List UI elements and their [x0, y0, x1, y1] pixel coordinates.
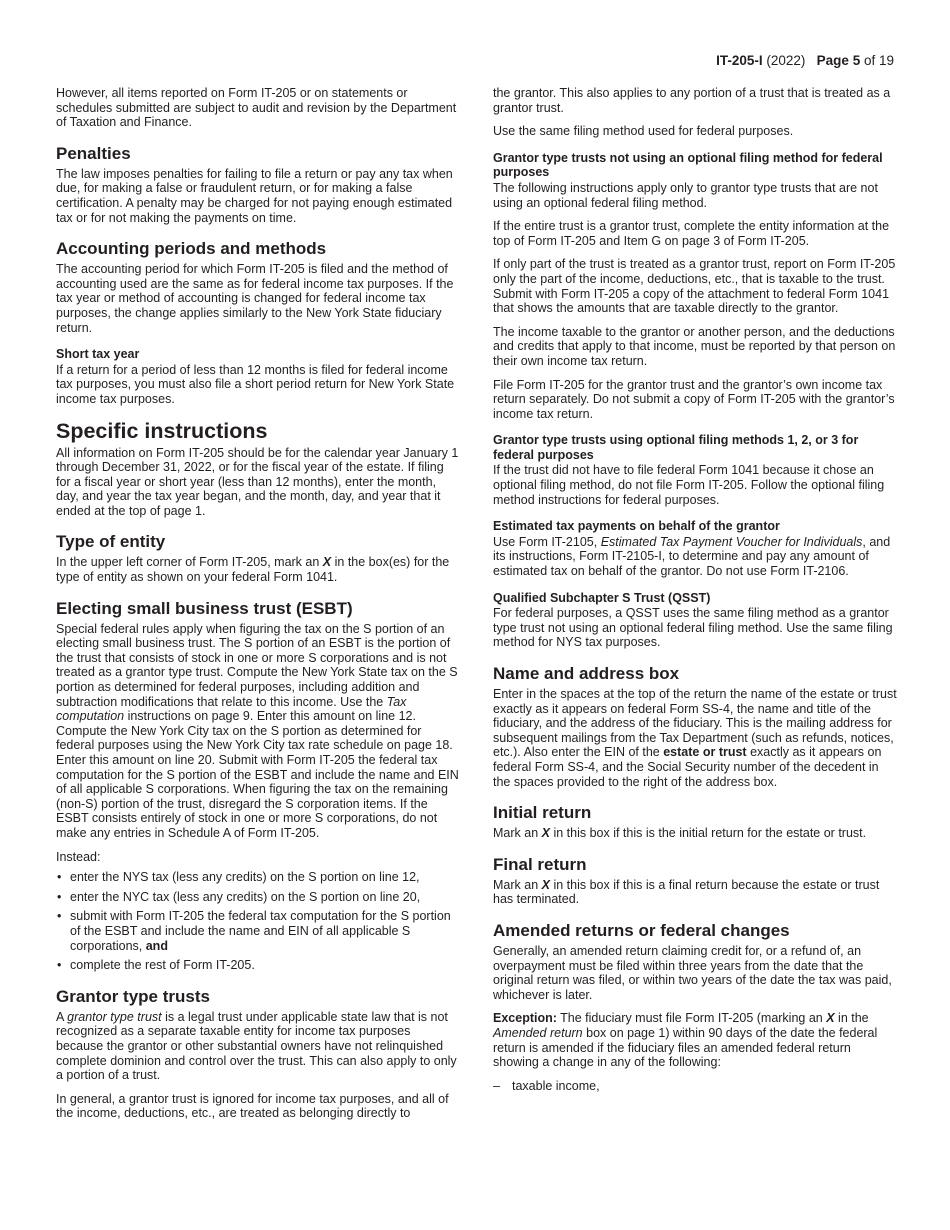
continued-paragraph: the grantor. This also applies to any portion of a trust that is treated as a grantor trust. — [493, 86, 891, 115]
not-optional-paragraph-1: The following instructions apply only to grantor type trusts that are not using an optional federal filing method. — [493, 180, 878, 210]
short-tax-year-heading: Short tax year — [56, 347, 140, 362]
estimated-tax-paragraph: Use Form IT-2105, Estimated Tax Payment Voucher for Individuals, and its instructions, Form IT-2105-I, to determine and pay any amount of estimated tax on behalf of the grantor. Do not use Form IT-2106. — [493, 534, 891, 579]
grantor-trusts-paragraph: A grantor type trust is a legal trust under applicable state law that is not recognized as a separate taxable entity for income tax purposes because the grantor or other substantial owners have not relinquished complete dominion and control over the trust. This can also apply to only a portion of a trust. — [56, 1009, 457, 1083]
esbt-paragraph: Special federal rules apply when figuring the tax on the S portion of an electing small business trust. The S portion of an ESBT is the portion of the trust that consists of stock in one or more S corporations and is not treated as a grantor type trust. Compute the New York State tax on the S portion as determined for federal purposes, including addition and subtraction modifications that relate to this income. Use the Tax computation instructions on page 9. Enter this amount on line 12. Compute the New York City tax on the S portion as determined for federal purposes using the New York City tax rate schedule on page 18. Enter this amount on line 20. Submit with Form IT-205 the federal tax computation for the S portion of the ESBT and include the name and EIN of all applicable S corporations. When figuring the tax on the remaining (non-S) portion of the trust, disregard the S corporation items. If the ESBT consists entirely of stock in one or more S corporations, do not make any entries in Schedule A of Form IT-205. — [56, 621, 459, 840]
initial-return-paragraph: Mark an X in this box if this is the initial return for the estate or trust. — [493, 826, 867, 841]
page-label: Page 5 — [816, 53, 861, 68]
left-column — [56, 86, 461, 1130]
amended-returns-paragraph: Generally, an amended return claiming credit for, or a refund of, an overpayment must be filed within three years from the date that the original return was filed, or within two years of the date the tax was paid, whichever is later. — [493, 943, 892, 1002]
right-column — [493, 86, 898, 1093]
x-mark: X — [322, 555, 332, 570]
qsst-paragraph: For federal purposes, a QSST uses the same filing method as a grantor type trust not using an optional federal filing method. Use the same filing method for NYS tax purposes. — [493, 606, 893, 650]
not-optional-paragraph-3: If only part of the trust is treated as a grantor trust, report on Form IT-205 only the part of the income, deductions, etc., that is taxable to the trust. Submit with Form IT-205 a copy of the attachment to federal Form 1041 that shows the amounts that are taxable directly to the grantor. — [493, 257, 896, 316]
specific-instructions-heading: Specific instructions — [56, 418, 268, 443]
name-address-heading: Name and address box — [493, 664, 680, 683]
grantor-trusts-paragraph-2: In general, a grantor trust is ignored for income tax purposes, and all of the income, deductions, etc., are treated as belonging directly to — [56, 1091, 449, 1121]
not-optional-paragraph-5: File Form IT-205 for the grantor trust and the grantor’s own income tax return separately. Do not submit a copy of Form IT-205 with the grantor’s income tax return. — [493, 377, 895, 421]
page-header — [716, 53, 894, 68]
name-address-paragraph: Enter in the spaces at the top of the return the name of the estate or trust exactly as it appears on federal Form SS-4, the name and title of the fiduciary, and the address of the fiduciary. This is the mailing address for subsequent mailings from the Tax Department (such as refunds, notices, etc.). Also enter the EIN of the estate or trust exactly as it appears on federal Form SS-4, and the Social Security number of the decedent in the spaces provided to the right of the address box. — [493, 687, 897, 789]
short-tax-year-paragraph: If a return for a period of less than 12 months is filed for federal income tax purposes, you must also file a short period return for New York State income tax purposes. — [56, 362, 455, 406]
not-optional-paragraph-2: If the entire trust is a grantor trust, complete the entity information at the top of Form IT-205 and Item G on page 3 of Form IT-205. — [493, 219, 890, 248]
x-mark: X — [541, 877, 550, 892]
optional-methods-paragraph: If the trust did not have to file federal Form 1041 because it chose an optional filing method, do not file Form IT-205. Follow the optional filing method instructions for federal purposes. — [493, 463, 885, 507]
list-item: • submit with Form IT-205 the federal tax computation for the S portion of the ESBT and include the name and EIN of all applicable S corporations, and — [56, 909, 461, 953]
list-item: • enter the NYS tax (less any credits) on the S portion on line 12, — [56, 870, 461, 885]
instead-label: Instead: — [56, 849, 101, 864]
specific-instructions-paragraph: All information on Form IT-205 should be for the calendar year January 1 through December 31, 2022, or for the fiscal year of the estate. If filing for a fiscal year or short year (less than 12 months), enter the month, day, and year the tax year began, and the month, day, and year that it ended at the top of page 1. — [56, 445, 459, 518]
final-return-paragraph: Mark an X in this box if this is a final return because the estate or trust has terminated. — [493, 877, 880, 907]
esbt-heading: Electing small business trust (ESBT) — [56, 598, 353, 618]
form-number: IT-205-I — [716, 53, 763, 68]
estimated-tax-heading: Estimated tax payments on behalf of the grantor — [493, 519, 780, 534]
qsst-heading: Qualified Subchapter S Trust (QSST) — [493, 590, 711, 605]
final-return-heading: Final return — [493, 854, 587, 874]
same-method-paragraph: Use the same filing method used for federal purposes. — [493, 124, 794, 139]
list-item: • complete the rest of Form IT-205. — [56, 958, 461, 973]
intro-paragraph: However, all items reported on Form IT-205 or on statements or schedules submitted are subject to audit and revision by the Department of Taxation and Finance. — [56, 86, 457, 130]
grantor-trusts-heading: Grantor type trusts — [56, 986, 210, 1006]
not-optional-paragraph-4: The income taxable to the grantor or another person, and the deductions and credits that apply to that income, must be reported by that person on their own income tax return. — [493, 324, 896, 368]
amended-returns-heading: Amended returns or federal changes — [493, 920, 790, 940]
x-mark: X — [541, 826, 550, 841]
form-year: (2022) — [766, 53, 806, 68]
accounting-paragraph: The accounting period for which Form IT-205 is filed and the method of accounting used are the same as for federal income tax purposes. If the tax year or method of accounting is changed for federal income tax purposes, the change applies similarly to the New York State fiduciary return. — [56, 262, 454, 335]
type-of-entity-paragraph: In the upper left corner of Form IT-205, mark an X in the box(es) for the type of entity as shown on your federal Form 1041. — [56, 555, 450, 585]
optional-methods-heading: Grantor type trusts using optional filing methods 1, 2, or 3 for federal purposes — [493, 433, 859, 462]
list-item: – taxable income, — [493, 1079, 898, 1094]
list-item: • enter the NYC tax (less any credits) on the S portion on line 20, — [56, 890, 461, 905]
x-mark: X — [826, 1011, 835, 1026]
initial-return-heading: Initial return — [493, 803, 592, 823]
type-of-entity-heading: Type of entity — [56, 532, 166, 552]
page-total: of 19 — [863, 53, 894, 68]
not-optional-heading: Grantor type trusts not using an optional filing method for federal purposes — [493, 150, 883, 180]
accounting-heading: Accounting periods and methods — [56, 239, 327, 259]
penalties-heading: Penalties — [56, 143, 131, 163]
penalties-paragraph: The law imposes penalties for failing to file a return or pay any tax when due, for making a false or fraudulent return, or for making a false certification. A penalty may be charged for not paying enough estimated tax or for not making the payments on time. — [56, 166, 453, 225]
esbt-bullet-list — [56, 870, 461, 973]
exception-paragraph: Exception: The fiduciary must file Form IT-205 (marking an X in the Amended return box on page 1) within 90 days of the date the federal return is amended if the fiduciary files an amended federal return showing a change in any of the following: — [493, 1011, 878, 1070]
changes-dash-list — [493, 1079, 898, 1094]
